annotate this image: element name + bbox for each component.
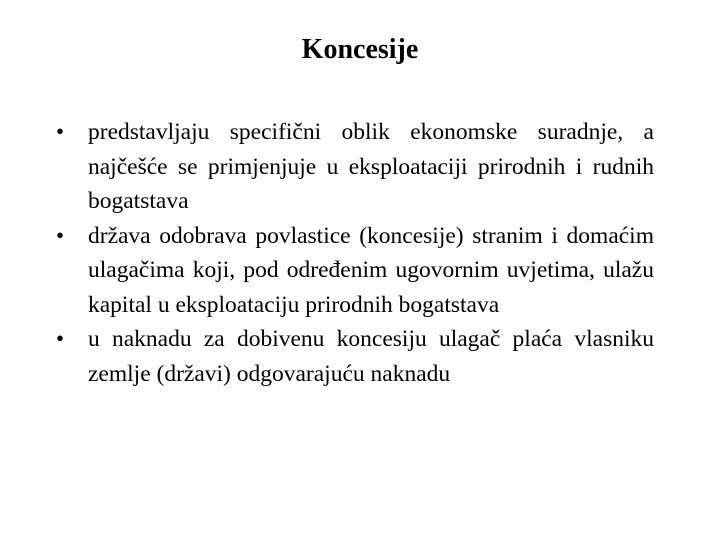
bullet-list [56, 115, 654, 391]
bullet-item [56, 322, 654, 391]
bullet-item [56, 219, 654, 323]
bullet-marker-icon: • [56, 119, 65, 144]
bullet-text: predstavljaju specifični oblik ekonomske suradnje, a najčešće se primjenjuje u eksploataciji prirodnih i rudnih bogatstava [88, 119, 654, 214]
bullet-text: država odobrava povlastice (koncesije) stranim i domaćim ulagačima koji, pod određenim ugovornim uvjetima, ulažu kapital u eksploataciju prirodnih bogatstava [88, 222, 654, 318]
slide-title: Koncesije [301, 34, 419, 65]
bullet-marker-icon: • [56, 222, 65, 248]
bullet-marker-icon: • [56, 326, 65, 351]
bullet-text: u naknadu za dobivenu koncesiju ulagač plaća vlasniku zemlje (državi) odgovarajuću naknadu [88, 326, 654, 387]
bullet-item [56, 115, 654, 219]
